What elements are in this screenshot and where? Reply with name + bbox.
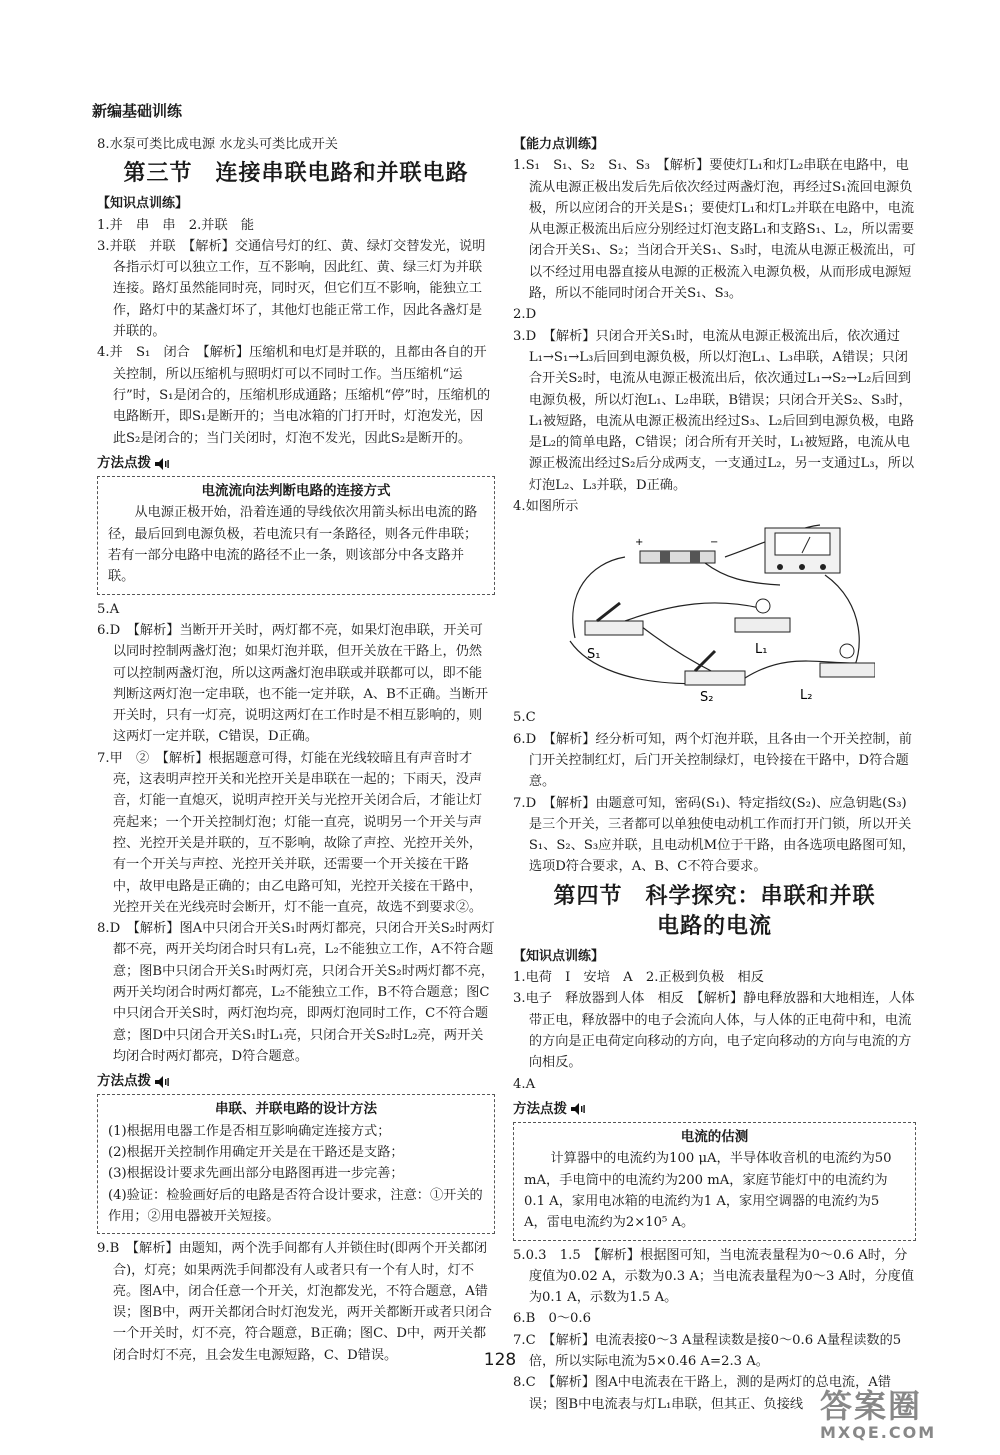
- answer-8: 8.D 【解析】图A中只闭合开关S₁时两灯都亮，只闭合开关S₂时两灯都不亮，两开关均闭合时只有L₁亮，L₂不能独立工作，A不符合题意；图B中只闭合开关S₁时两灯亮，只闭合开关S₂时两灯都不亮，两开关均闭合时两灯都亮，L₂不能独立工作，B不符合题意；图C中只闭合开关S时，两灯泡均亮，即两灯泡同时工作，C不符合题意；图D中只闭合开关S₁时L₁亮，只闭合开关S₂时L₂亮，两开关均闭合时两灯都亮，D符合题意。: [97, 921, 495, 1064]
- tip-title: 电流的估测: [680, 1129, 749, 1146]
- section-title-4-line1: 第四节 科学探究：串联和并联: [553, 883, 876, 909]
- label-s2: S₂: [700, 690, 714, 704]
- tip-item: (2)根据开关控制作用确定开关是在干路还是支路；: [108, 1145, 404, 1161]
- method-tip-heading: [97, 1071, 495, 1092]
- ability-answer-6: 6.D 【解析】经分析可知，两个灯泡并联，且各由一个开关控制，前门开关控制红灯，后门开关控制绿灯，电铃接在干路中，D符合题意。: [513, 731, 912, 790]
- section-title-4-line2: 电路的电流: [656, 913, 772, 939]
- ability-answer-7: 7.D 【解析】由题意可知，密码(S₁)、特定指纹(S₂)、应急钥匙(S₃)是三个开关，三者都可以单独使电动机工作而打开门锁，所以开关S₁、S₂、S₃应并联，且电动机M位于干路，由各选项电路图可知，选项D符合要求，A、B、C不符合要求。: [513, 795, 915, 875]
- ability-answer-2: 2.D: [513, 307, 537, 323]
- watermark-line1: 答案圈: [820, 1387, 923, 1425]
- knowledge-answer-7: 7.C 【解析】电流表接0～3 A量程读数是接0～0.6 A量程读数的5倍，所以实际电流为5×0.46 A=2.3 A。: [513, 1332, 902, 1370]
- method-tip-box-1: [97, 476, 495, 594]
- watermark-line2: MXQE.COM: [820, 1423, 937, 1442]
- ability-answer-1: 1.S₁ S₁、S₂ S₁、S₃ 【解析】要使灯L₁和灯L₂串联在电路中，电流从电源正极出发后先后依次经过两盏灯泡，再经过S₁流回电源负极，所以应闭合的开关是S₁；要使灯L₁和灯L₂并联在电路中，电流从电源正极流出后应分别经过灯泡支路L₁和支路S₁、L₂，所以需要闭合开关S₁、S₂；当闭合开关S₁、S₃时，电流从电源正极流出，可以不经过用电器直接从电源的正极流入电源负极，从而形成电源短路，所以不能同时闭合开关S₁、S₃。: [513, 158, 916, 302]
- method-tip-label: 方法点拨: [97, 454, 151, 471]
- ability-label: 【能力点训练】: [513, 137, 605, 152]
- answer-7: 7.甲 ② 【解析】根据题意可得，灯能在光线较暗且有声音时才亮，这表明声控开关和光控开关是串联在一起的；下雨天，没声音，灯能一直熄灭，说明声控开关与光控开关闭合后，才能让灯亮起来；一个开关控制灯泡；灯能一直亮，说明另一个开关与声控、光控开关是并联的，互不影响，故除了声控、光控开关外，有一个开关与声控、光控开关并联，还需要一个开关接在干路中，故甲电路是正确的；由乙电路可知，光控开关接在干路中，光控开关在光线亮时会断开，灯不能一直亮，故选不到要求②。: [97, 750, 483, 915]
- tip-body: 计算器中的电流约为100 μA，半导体收音机的电流约为50 mA，手电筒中的电流约为200 mA，家庭节能灯中的电流约为0.1 A，家用电冰箱的电流约为1 A，家用空调器的电流约为5 A，雷电电流约为2×10⁵ A。: [524, 1151, 892, 1231]
- method-tip-box-3: [513, 1122, 916, 1240]
- method-tip-label: 方法点拨: [97, 1073, 151, 1090]
- method-tip-heading: [513, 1099, 916, 1120]
- knowledge-answer-5: 5.0.3 1.5 【解析】根据图可知，当电流表量程为0～0.6 A时，分度值为0.02 A，示数为0.3 A；当电流表量程为0～3 A时，分度值为0.1 A，示数为1.5 A。: [513, 1247, 915, 1306]
- knowledge-answer-3: 3.电子 释放器到人体 相反 【解析】静电释放器和大地相连，人体带正电，释放器中的电子会流向人体，与人体的正电荷中和，电流的方向是正电荷定向移动的方向，电子定向移动的方向与电流的方向相反。: [513, 991, 915, 1071]
- section-title-4: [513, 882, 916, 942]
- ability-answer-4: 4.如图所示: [513, 499, 579, 515]
- answer-6: 6.D 【解析】当断开开关时，两灯都不亮，如果灯泡串联，开关可以同时控制两盏灯泡；如果灯泡并联，但开关放在干路上，仍然可以控制两盏灯泡，所以这两盏灯泡串联或并联都可以，即不能判断这两灯泡一定串联，也不能一定并联，A、B不正确。当断开开关时，只有一灯亮，说明这两灯在工作时是不相互影响的，则这两灯一定并联，C错误，D正确。: [97, 622, 489, 745]
- knowledge-answer-1-2: 1.电荷 I 安培 A 2.正极到负极 相反: [513, 970, 764, 986]
- speaker-icon: [155, 1076, 169, 1088]
- tip-body: 从电源正极开始，沿着连通的导线依次用箭头标出电流的路径，最后回到电源负极，若电流只有一条路径，则各元件串联；若有一部分电路中电流的路径不止一条，则该部分中各支路并联。: [108, 505, 478, 585]
- answer-5: 5.A: [97, 601, 120, 617]
- tip-title: 串联、并联电路的设计方法: [215, 1101, 377, 1118]
- page-number: 128: [483, 1350, 517, 1370]
- book-header: 新编基础训练: [92, 102, 183, 120]
- knowledge-label: 【知识点训练】: [513, 948, 605, 964]
- section-title-3: 第三节 连接串联电路和并联电路: [123, 161, 469, 187]
- svg-text:+: +: [635, 537, 644, 549]
- label-l1: L₁: [755, 642, 768, 658]
- watermark-logo: [820, 1388, 988, 1448]
- answer-8-prev: 8.水泵可类比成电源 水龙头可类比成开关: [97, 137, 338, 152]
- knowledge-answer-8: 8.C 【解析】图A中电流表在干路上，测的是两灯的总电流，A错误；图B中电流表与灯L₁串联，但其正、负接线: [513, 1375, 891, 1412]
- method-tip-heading: [97, 453, 495, 474]
- svg-text:−: −: [710, 537, 719, 549]
- left-column: [97, 134, 495, 1366]
- tip-item: (1)根据用电器工作是否相互影响确定连接方式；: [108, 1123, 391, 1139]
- ability-answer-5: 5.C: [513, 710, 536, 726]
- tip-title: 电流流向法判断电路的连接方式: [201, 483, 391, 500]
- circuit-diagram: [565, 523, 875, 703]
- method-tip-box-2: [97, 1094, 495, 1234]
- tip-item: (3)根据设计要求先画出部分电路图再进一步完善；: [108, 1166, 404, 1182]
- ability-answer-3: 3.D 【解析】只闭合开关S₁时，电流从电源正极流出后，依次通过L₁→S₁→L₃后回到电源负极，所以灯泡L₁、L₃串联，A错误；只闭合开关S₂时，电流从电源正极流出后，依次通过L₁→S₂→L₂后回到电源负极，所以灯泡L₁、L₂串联，B错误；只闭合开关S₂、S₃时，L₁被短路，电流从电源正极流出经过S₃、L₂后回到电源负极，电路是L₂的简单电路，C错误；闭合所有开关时，L₁被短路，电流从电源正极流出经过S₂后分成两支，一支通过L₂，另一支通过L₃，所以灯泡L₂、L₃并联，D正确。: [513, 328, 915, 493]
- answer-4: 4.并 S₁ 闭合 【解析】压缩机和电灯是并联的，且都由各自的开关控制，所以压缩机与照明灯可以不同时工作。当压缩机“运行”时，S₁是闭合的，压缩机形成通路；压缩机“停”时，压缩机的电路断开，即S₁是断开的；当电冰箱的门打开时，灯泡发光，因此S₂是闭合的；当门关闭时，灯泡不发光，因此S₂是断开的。: [97, 345, 491, 446]
- speaker-icon: [155, 458, 169, 470]
- label-l2: L₂: [800, 688, 813, 704]
- tip-item: (4)验证：检验画好后的电路是否符合设计要求，注意：①开关的作用；②用电器被开关短接。: [108, 1187, 483, 1224]
- speaker-icon: [571, 1103, 585, 1115]
- label-s1: S₁: [587, 647, 601, 663]
- answer-1-2: 1.并 串 串 2.并联 能: [97, 217, 255, 233]
- answer-3: 3.并联 并联 【解析】交通信号灯的红、黄、绿灯交替发光，说明各指示灯可以独立工作，互不影响，因此红、黄、绿三灯为并联连接。路灯虽然能同时亮，同时灭，但它们互不影响，能独立工作，路灯中的某盏灯坏了，其他灯也能正常工作，因此各盏灯是并联的。: [97, 238, 486, 340]
- answer-9: 9.B 【解析】由题知，两个洗手间都有人并锁住时(即两个开关都闭合)，灯亮；如果两洗手间都没有人或者只有一个有人时，灯不亮。图A中，闭合任意一个开关，灯泡都发光，不符合题意，A错误；图B中，两开关都闭合时灯泡发光，两开关都断开或者只闭合一个开关时，灯不亮，符合题意，B正确；图C、D中，两开关都闭合时灯不亮，且会发生电源短路，C、D错误。: [97, 1241, 492, 1363]
- knowledge-label: 【知识点训练】: [97, 196, 189, 212]
- knowledge-answer-6: 6.B 0～0.6: [513, 1311, 592, 1327]
- knowledge-answer-4: 4.A: [513, 1076, 536, 1092]
- right-column: [513, 134, 916, 1415]
- method-tip-label: 方法点拨: [513, 1100, 567, 1117]
